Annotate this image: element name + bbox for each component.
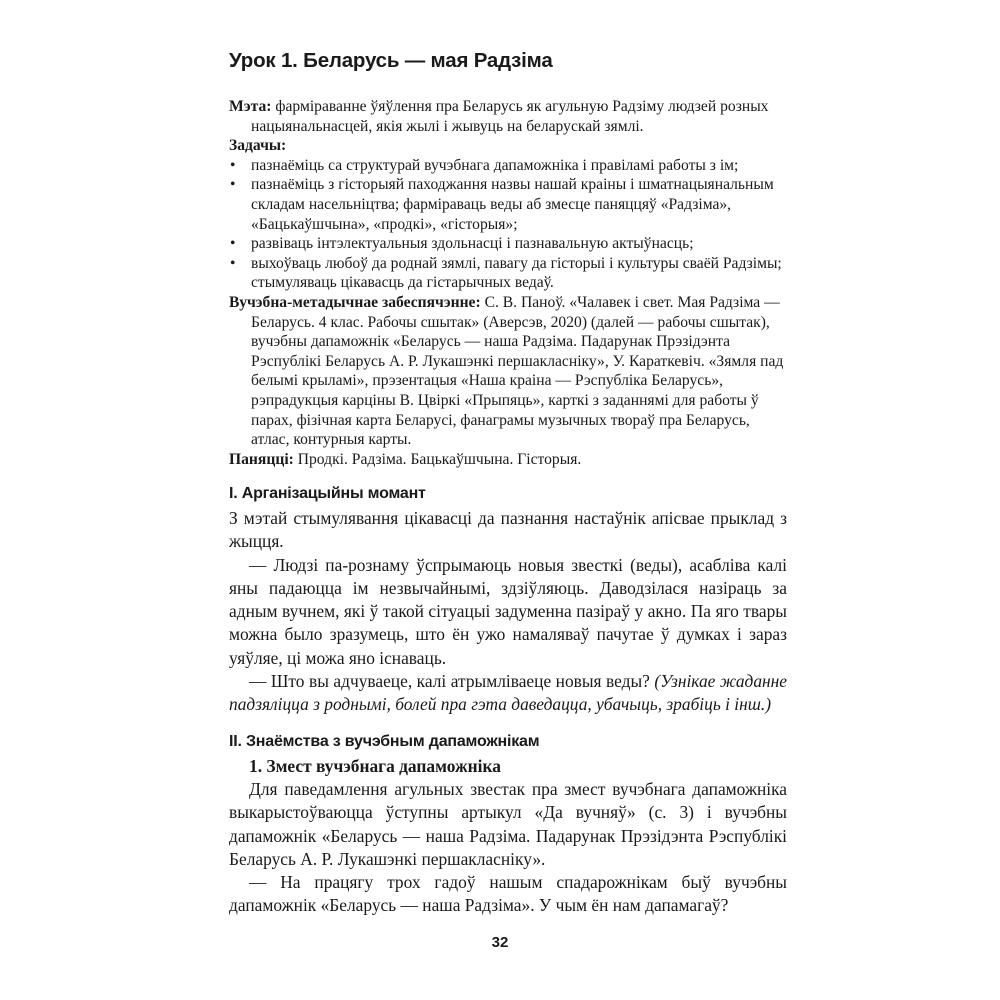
document-page [229, 48, 787, 917]
paragraph: — На працягу трох гадоў нашым спадарожнікам быў вучэбны дапаможнік «Беларусь — наша Радзіма». У чым ён нам дапамагаў? [229, 871, 787, 916]
lesson-title: Урок 1. Беларусь — мая Радзіма [229, 49, 553, 72]
paragraph [229, 670, 787, 716]
paragraph: Для паведамлення агульных звестак пра змест вучэбнага дапаможніка выкарыстоўваюцца ўступны артыкул «Да вучняў» (с. 3) і вучэбны дапаможнік «Беларусь — наша Радзіма. Падарунак Прэзідэнта Рэспублікі Беларусь А. Р. Лукашэнкі першакласніку». [229, 779, 787, 869]
task-item: • выхоўваць любоў да роднай зямлі, павагу да гісторыі і культуры сваёй Радзімы; стымуляваць цікавасць да гістарычных ведаў. [229, 254, 787, 293]
support-paragraph [229, 293, 787, 450]
tasks-label: Задачы: [229, 137, 287, 155]
question-text: — Што вы адчуваеце, калі атрымліваеце новыя веды? [249, 670, 655, 691]
concepts-text: Продкі. Радзіма. Бацькаўшчына. Гісторыя. [293, 450, 582, 468]
paragraph: — Людзі па-рознаму ўспрымаюць новыя звесткі (веды), асабліва калі яны падаюцца ім незвычайнымі, здзіўляюць. Даводзілася назіраць за адным вучнем, які ў такой сітуацыі задуменна пазіраў у акно. Па яго твары можна было зразумець, што ён ужо намаляваў пачутае ў думках і зараз уяўляе, ці можа яно існаваць. [229, 554, 787, 668]
task-item: • пазнаёміць са структурай вучэбнага дапаможніка і правіламі работы з ім; [229, 156, 787, 176]
support-label: Вучэбна-метадычнае забеспячэнне: [229, 293, 481, 311]
task-item: • пазнаёміць з гісторыяй паходжання назвы нашай краіны і шматнацыянальным складам насельніцтва; фарміраваць веды аб змесце паняццяў «Радзіма», «Бацькаўшчына», «продкі», «гісторыя»; [229, 175, 787, 234]
goal-paragraph [229, 97, 787, 136]
task-item: • развіваць інтэлектуальныя здольнасці і пазнавальную актыўнасць; [229, 234, 787, 254]
concepts-paragraph [229, 450, 787, 470]
goal-text: фарміраванне ўяўлення пра Беларусь як агульную Радзіму людзей розных нацыянальнасцей, якія жылі і жывуць на беларускай зямлі. [251, 98, 769, 135]
section-organizational-body [229, 507, 787, 716]
lesson-meta [229, 97, 787, 469]
answer-italic: (Узнікае жаданне падзяліцца з роднымі, болей пра гэта даведацца, убачыць, зрабіць і інш.) [229, 670, 787, 714]
concepts-label: Паняцці: [229, 450, 294, 468]
page-number: 32 [491, 934, 509, 951]
tasks-list [229, 156, 787, 293]
support-text: С. В. Паноў. «Чалавек і свет. Мая Радзіма — Беларусь. 4 клас. Рабочы сшытак» (Аверсэв, 2020) (далей — рабочы сшытак), вучэбны дапаможнік «Беларусь — наша Радзіма. Падарунак Прэзідэнта Рэспублікі Беларусь А. Р. Лукашэнкі першакласніку», У. Караткевіч. «Зямля пад белымі крыламі», прэзентацыя «Наша краіна — Рэспубліка Беларусь», рэпрадукцыя карціны В. Цвіркі «Прыпяць», карткі з заданнямі для работы ў парах, фізічная карта Беларусі, фанаграмы музычных твораў пра Беларусь, атлас, контурныя карты. [251, 293, 784, 449]
goal-label: Мэта: [229, 98, 272, 115]
paragraph: З мэтай стымулявання цікавасці да пазнання настаўнік апісвае прыклад з жыцця. [229, 508, 787, 552]
section-textbook-body [229, 778, 787, 917]
subsection-heading: 1. Змест вучэбнага дапаможніка [249, 756, 501, 777]
section-heading-organizational: I. Арганізацыйны момант [229, 485, 426, 503]
section-heading-textbook: II. Знаёмства з вучэбным дапаможнікам [229, 733, 540, 751]
